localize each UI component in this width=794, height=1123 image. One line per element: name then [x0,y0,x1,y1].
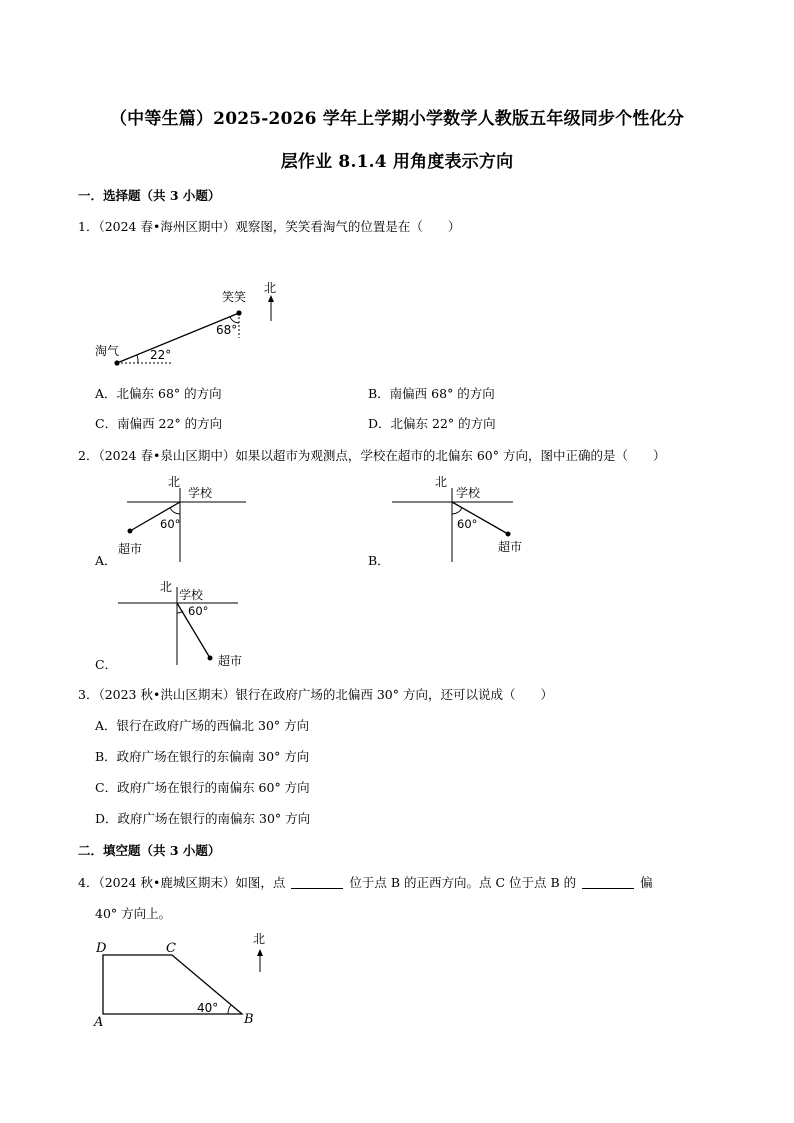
angle-arc-22 [137,355,138,363]
market-label: 超市 [218,654,243,668]
question-2-figure-b [380,472,540,562]
trapezoid-abcd [103,955,242,1014]
question-2-stem: 2．（2024 春•泉山区期中）如果以超市为观测点，学校在超市的北偏东 60° 方向，图中正确的是（ ） [78,448,666,463]
question-1-stem: 1．（2024 春•海州区期中）观察图，笑笑看淘气的位置是在（ ） [78,219,461,234]
north-arrow-icon [257,949,263,956]
section-heading-choice: 一．选择题（共 3 小题） [78,188,221,203]
question-4-figure [90,930,280,1030]
market-label: 超市 [118,542,143,556]
north-arrow-icon [268,295,274,302]
section-heading-fill: 二．填空题（共 3 小题） [78,843,221,858]
question-1-figure [90,278,290,373]
market-label: 超市 [498,540,523,554]
q3-option-d[interactable]: D．政府广场在银行的南偏东 30° 方向 [95,811,311,826]
angle-22-label: 22° [150,348,172,362]
angle-68-label: 68° [216,323,238,337]
angle-label: 60° [457,517,478,531]
q4-blank-2[interactable] [582,876,634,889]
q1-option-c[interactable]: C．南偏西 22° 的方向 [95,416,223,431]
angle-arc [452,508,462,514]
page-title-line2: 层作业 8.1.4 用角度表示方向 [280,152,514,172]
sight-line [117,313,239,363]
vertex-c-label: C [166,941,176,956]
angle-label: 60° [188,604,209,618]
q2-option-b-label[interactable]: B． [368,553,390,568]
q4-blank-1[interactable] [291,876,343,889]
north-label: 北 [253,932,266,946]
question-2-figure-a [110,472,250,562]
q2-option-a-label[interactable]: A． [95,553,117,568]
angle-arc [170,508,180,514]
north-label: 北 [435,475,448,489]
north-label: 北 [168,475,181,489]
question-4-stem-line2: 40° 方向上。 [95,906,172,921]
angle-arc [228,1005,231,1014]
angle-label: 60° [160,517,181,531]
q4-text-part2: 位于点 B 的正西方向。点 C 位于点 B 的 [349,875,577,890]
question-2-figure-c [110,572,260,672]
school-label: 学校 [456,486,481,500]
question-3-stem: 3．（2023 秋•洪山区期末）银行在政府广场的北偏西 30° 方向，还可以说成（ ） [78,687,553,702]
north-label: 北 [160,580,173,594]
page-title-line1: （中等生篇）2025-2026 学年上学期小学数学人教版五年级同步个性化分 [109,109,684,129]
q3-option-a[interactable]: A．银行在政府广场的西偏北 30° 方向 [95,718,310,733]
school-label: 学校 [179,588,204,602]
q1-option-b[interactable]: B．南偏西 68° 的方向 [368,386,495,401]
angle-label: 40° [197,1001,219,1015]
market-point [128,529,133,534]
market-point [208,656,213,661]
vertex-d-label: D [96,941,107,956]
q4-text-part1: 4．（2024 秋•鹿城区期末）如图，点 [78,875,286,890]
xiaoxiao-label: 笑笑 [222,290,247,304]
vertex-a-label: A [94,1015,104,1030]
school-label: 学校 [188,486,213,500]
q4-text-part3: 偏 [640,875,653,890]
north-label: 北 [264,281,277,295]
vertex-b-label: B [244,1012,254,1027]
market-point [506,532,511,537]
q3-option-b[interactable]: B．政府广场在银行的东偏南 30° 方向 [95,749,310,764]
q3-option-c[interactable]: C．政府广场在银行的南偏东 60° 方向 [95,780,310,795]
q1-option-d[interactable]: D．北偏东 22° 的方向 [368,416,496,431]
q2-option-c-label[interactable]: C． [95,657,118,672]
q1-option-a[interactable]: A．北偏东 68° 的方向 [95,386,222,401]
question-4-stem [78,873,653,891]
taoqi-label: 淘气 [95,344,120,358]
